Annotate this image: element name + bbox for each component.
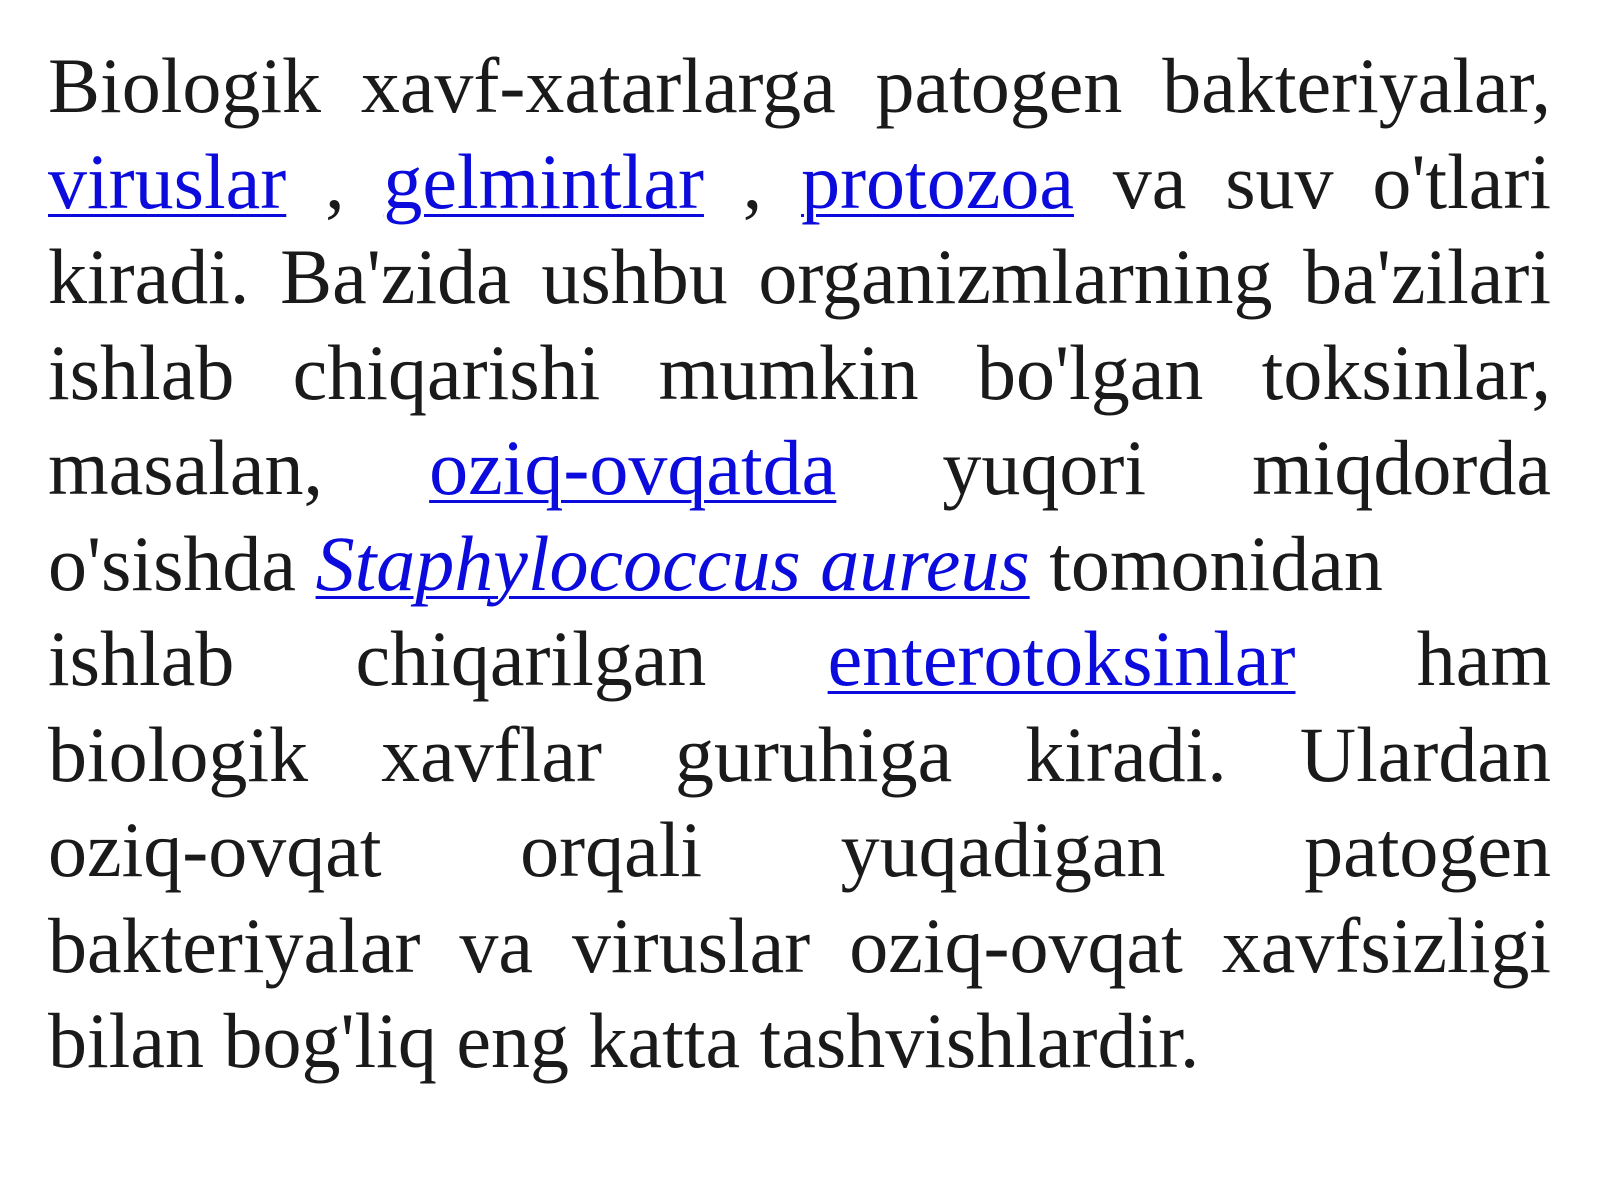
document-page [48,38,1551,1089]
body-paragraph [48,38,1551,1089]
word-otlari: o'tlari [1372,137,1552,225]
link-protozoa[interactable]: protozoa [801,137,1074,225]
paragraph-line-3 [48,229,1551,325]
paragraph-line-10 [48,898,1551,994]
word-ham: ham [1416,615,1551,702]
word-miqdorda: miqdorda [1252,424,1552,511]
paragraph-line-8 [48,707,1551,803]
line-text: bakteriyalar va viruslar oziq-ovqat xavfsizligi [48,901,1552,989]
link-staphylococcus-aureus[interactable]: Staphylococcus aureus [315,519,1030,607]
paragraph-line-1 [48,38,1551,134]
line-text: oziq-ovqat orqali yuqadigan patogen [48,806,1552,893]
paragraph-line-9 [48,802,1551,898]
link-oziq-ovqatda[interactable]: oziq-ovqatda [429,424,837,511]
link-gelmintlar[interactable]: gelmintlar [383,137,704,225]
paragraph-line-7 [48,611,1551,707]
word-suv: suv [1225,137,1334,225]
separator-comma: , [286,137,384,225]
line-text: kiradi. Ba'zida ushbu organizmlarning ba'zilari [48,233,1552,320]
link-enterotoksinlar[interactable]: enterotoksinlar [827,615,1296,702]
line-text: ishlab chiqarishi mumkin bo'lgan toksinlar, [48,328,1552,416]
word-osishda: o'sishda [48,519,297,607]
word-ishlab: ishlab [48,615,235,702]
paragraph-line-6 [48,516,1551,612]
line-text: bilan bog'liq eng katta tashvishlardir. [48,997,1200,1084]
word-masalan: masalan, [48,424,324,511]
word-va: va [1112,137,1187,225]
paragraph-line-2 [48,134,1551,230]
separator-comma: , [703,137,802,225]
line-text: biologik xavflar guruhiga kiradi. Ulardan [48,710,1551,798]
paragraph-line-5 [48,420,1551,516]
word-tomonidan: tomonidan [1049,519,1383,607]
paragraph-line-4 [48,325,1551,421]
link-viruslar[interactable]: viruslar [48,137,287,225]
paragraph-line-11 [48,993,1551,1089]
word-chiqarilgan: chiqarilgan [355,615,707,702]
line-text: Biologik xavf-xatarlarga patogen bakteriyalar, [48,42,1552,129]
word-yuqori: yuqori [942,424,1147,511]
